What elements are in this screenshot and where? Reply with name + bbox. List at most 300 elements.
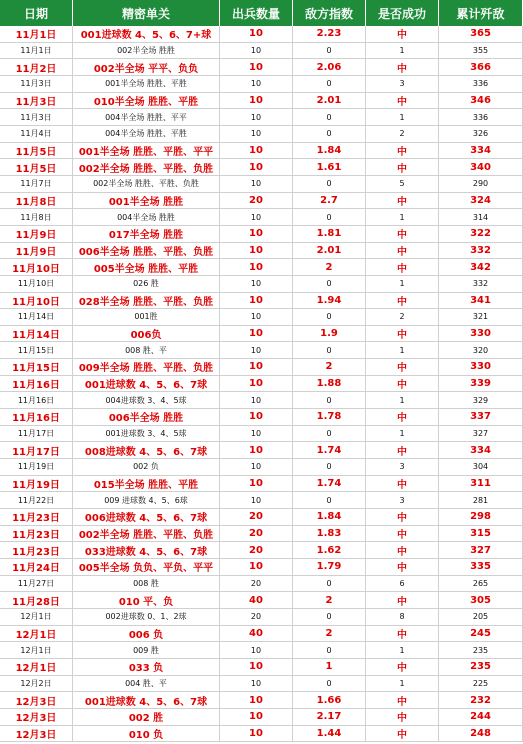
cell-pick: 033 负 — [73, 659, 220, 675]
cell-total: 335 — [439, 559, 523, 575]
cell-odds: 1.44 — [293, 726, 366, 742]
cell-date: 11月22日 — [0, 492, 73, 508]
cell-date: 11月4日 — [0, 126, 73, 142]
cell-date: 12月3日 — [0, 692, 73, 708]
table-row — [0, 159, 523, 176]
cell-date: 11月10日 — [0, 276, 73, 292]
cell-stake: 10 — [220, 709, 293, 725]
cell-success: 中 — [366, 509, 439, 525]
table-row — [0, 709, 523, 726]
cell-pick: 005半全场 胜胜、平胜 — [73, 259, 220, 275]
cell-stake: 10 — [220, 276, 293, 292]
cell-total: 311 — [439, 476, 523, 492]
cell-total: 225 — [439, 676, 523, 692]
cell-success: 中 — [366, 243, 439, 259]
cell-success: 中 — [366, 542, 439, 558]
table-row — [0, 726, 523, 743]
cell-total: 298 — [439, 509, 523, 525]
cell-pick: 008 胜、平 — [73, 342, 220, 358]
cell-pick: 033进球数 4、5、6、7球 — [73, 542, 220, 558]
cell-odds: 0 — [293, 459, 366, 475]
cell-stake: 10 — [220, 692, 293, 708]
cell-date: 11月23日 — [0, 509, 73, 525]
cell-odds: 1.81 — [293, 226, 366, 242]
cell-stake: 10 — [220, 426, 293, 442]
cell-stake: 10 — [220, 293, 293, 309]
cell-pick: 004半全场 胜胜 — [73, 209, 220, 225]
cell-total: 336 — [439, 76, 523, 92]
cell-odds: 2.06 — [293, 59, 366, 75]
cell-stake: 10 — [220, 726, 293, 742]
cell-pick: 002半全场 平平、负负 — [73, 59, 220, 75]
cell-odds: 1.84 — [293, 509, 366, 525]
cell-odds: 0 — [293, 126, 366, 142]
cell-total: 330 — [439, 359, 523, 375]
cell-success: 1 — [366, 276, 439, 292]
cell-total: 235 — [439, 659, 523, 675]
cell-stake: 10 — [220, 159, 293, 175]
cell-date: 11月9日 — [0, 243, 73, 259]
table-row — [0, 442, 523, 459]
cell-stake: 10 — [220, 326, 293, 342]
cell-success: 中 — [366, 442, 439, 458]
cell-total: 334 — [439, 143, 523, 159]
cell-success: 中 — [366, 409, 439, 425]
table-row — [0, 676, 523, 693]
table-row — [0, 43, 523, 60]
cell-date: 11月2日 — [0, 59, 73, 75]
cell-total: 341 — [439, 293, 523, 309]
cell-date: 11月23日 — [0, 526, 73, 542]
cell-date: 11月3日 — [0, 109, 73, 125]
cell-odds: 1 — [293, 659, 366, 675]
table-row — [0, 326, 523, 343]
cell-total: 235 — [439, 642, 523, 658]
cell-success: 1 — [366, 642, 439, 658]
cell-date: 11月1日 — [0, 43, 73, 59]
cell-stake: 10 — [220, 176, 293, 192]
cell-total: 205 — [439, 609, 523, 625]
cell-total: 337 — [439, 409, 523, 425]
cell-pick: 010 平、负 — [73, 592, 220, 608]
cell-success: 3 — [366, 76, 439, 92]
cell-odds: 0 — [293, 43, 366, 59]
cell-total: 248 — [439, 726, 523, 742]
cell-stake: 20 — [220, 509, 293, 525]
cell-stake: 10 — [220, 659, 293, 675]
cell-pick: 008 胜 — [73, 576, 220, 592]
cell-pick: 010半全场 胜胜、平胜 — [73, 93, 220, 109]
cell-stake: 10 — [220, 476, 293, 492]
cell-stake: 10 — [220, 143, 293, 159]
cell-stake: 10 — [220, 376, 293, 392]
cell-success: 中 — [366, 726, 439, 742]
cell-date: 12月2日 — [0, 676, 73, 692]
cell-odds: 1.74 — [293, 442, 366, 458]
cell-success: 中 — [366, 26, 439, 42]
cell-pick: 015半全场 胜胜、平胜 — [73, 476, 220, 492]
cell-date: 11月15日 — [0, 359, 73, 375]
cell-pick: 002半全场 胜胜、平胜、负胜 — [73, 159, 220, 175]
cell-date: 12月3日 — [0, 709, 73, 725]
table-row — [0, 559, 523, 576]
cell-success: 8 — [366, 609, 439, 625]
cell-date: 11月16日 — [0, 392, 73, 408]
table-row — [0, 376, 523, 393]
cell-pick: 002半全场 胜胜、平胜、负胜 — [73, 526, 220, 542]
header-date: 日期 — [0, 0, 73, 26]
cell-stake: 10 — [220, 392, 293, 408]
cell-odds: 0 — [293, 426, 366, 442]
table-row — [0, 259, 523, 276]
cell-total: 321 — [439, 309, 523, 325]
cell-total: 320 — [439, 342, 523, 358]
cell-total: 324 — [439, 193, 523, 209]
cell-date: 11月17日 — [0, 442, 73, 458]
cell-success: 2 — [366, 309, 439, 325]
table-row — [0, 276, 523, 293]
cell-success: 中 — [366, 476, 439, 492]
cell-success: 1 — [366, 43, 439, 59]
cell-pick: 002 负 — [73, 459, 220, 475]
cell-pick: 006负 — [73, 326, 220, 342]
cell-success: 1 — [366, 676, 439, 692]
table-row — [0, 293, 523, 310]
cell-total: 327 — [439, 542, 523, 558]
cell-success: 5 — [366, 176, 439, 192]
cell-date: 11月19日 — [0, 459, 73, 475]
cell-pick: 002进球数 0、1、2球 — [73, 609, 220, 625]
cell-pick: 005半全场 负负、平负、平平 — [73, 559, 220, 575]
cell-total: 340 — [439, 159, 523, 175]
cell-date: 11月5日 — [0, 143, 73, 159]
cell-success: 1 — [366, 426, 439, 442]
cell-date: 11月10日 — [0, 259, 73, 275]
cell-stake: 10 — [220, 76, 293, 92]
cell-stake: 20 — [220, 576, 293, 592]
cell-stake: 10 — [220, 126, 293, 142]
cell-success: 中 — [366, 93, 439, 109]
cell-success: 1 — [366, 392, 439, 408]
cell-date: 11月14日 — [0, 309, 73, 325]
cell-stake: 10 — [220, 109, 293, 125]
cell-odds: 1.74 — [293, 476, 366, 492]
cell-stake: 10 — [220, 642, 293, 658]
cell-success: 中 — [366, 293, 439, 309]
cell-pick: 006进球数 4、5、6、7球 — [73, 509, 220, 525]
cell-pick: 006半全场 胜胜 — [73, 409, 220, 425]
cell-pick: 002 胜 — [73, 709, 220, 725]
cell-total: 265 — [439, 576, 523, 592]
cell-odds: 1.88 — [293, 376, 366, 392]
cell-pick: 004半全场 胜胜、平平 — [73, 109, 220, 125]
cell-date: 11月8日 — [0, 209, 73, 225]
table-row — [0, 492, 523, 509]
cell-odds: 2 — [293, 359, 366, 375]
cell-odds: 0 — [293, 276, 366, 292]
header-stake: 出兵数量 — [220, 0, 293, 26]
cell-date: 11月19日 — [0, 476, 73, 492]
cell-total: 290 — [439, 176, 523, 192]
cell-total: 244 — [439, 709, 523, 725]
cell-date: 11月8日 — [0, 193, 73, 209]
cell-stake: 20 — [220, 193, 293, 209]
cell-date: 11月1日 — [0, 26, 73, 42]
cell-success: 6 — [366, 576, 439, 592]
cell-odds: 1.94 — [293, 293, 366, 309]
cell-date: 11月3日 — [0, 93, 73, 109]
cell-success: 2 — [366, 126, 439, 142]
cell-date: 12月1日 — [0, 626, 73, 642]
cell-pick: 001进球数 3、4、5球 — [73, 426, 220, 442]
cell-stake: 10 — [220, 93, 293, 109]
cell-odds: 2.01 — [293, 93, 366, 109]
cell-date: 12月1日 — [0, 659, 73, 675]
header-total: 累计歼敌 — [439, 0, 523, 26]
cell-stake: 10 — [220, 43, 293, 59]
cell-stake: 10 — [220, 676, 293, 692]
cell-stake: 10 — [220, 459, 293, 475]
table-row — [0, 76, 523, 93]
cell-pick: 001半全场 胜胜、平胜、平平 — [73, 143, 220, 159]
table-row — [0, 576, 523, 593]
cell-odds: 1.61 — [293, 159, 366, 175]
cell-pick: 009半全场 胜胜、平胜、负胜 — [73, 359, 220, 375]
cell-pick: 004进球数 3、4、5球 — [73, 392, 220, 408]
cell-success: 中 — [366, 526, 439, 542]
table-header — [0, 0, 523, 26]
cell-date: 11月14日 — [0, 326, 73, 342]
cell-success: 中 — [366, 259, 439, 275]
cell-stake: 20 — [220, 542, 293, 558]
table-row — [0, 193, 523, 210]
cell-odds: 2.23 — [293, 26, 366, 42]
cell-success: 中 — [366, 376, 439, 392]
table-row — [0, 59, 523, 76]
cell-date: 12月3日 — [0, 726, 73, 742]
cell-stake: 10 — [220, 226, 293, 242]
cell-odds: 2 — [293, 259, 366, 275]
cell-success: 中 — [366, 359, 439, 375]
cell-total: 327 — [439, 426, 523, 442]
table-row — [0, 93, 523, 110]
cell-total: 232 — [439, 692, 523, 708]
cell-pick: 001胜 — [73, 309, 220, 325]
cell-odds: 0 — [293, 492, 366, 508]
cell-success: 中 — [366, 559, 439, 575]
cell-date: 11月9日 — [0, 226, 73, 242]
cell-pick: 001进球数 4、5、6、7+球 — [73, 26, 220, 42]
cell-odds: 1.9 — [293, 326, 366, 342]
cell-date: 11月23日 — [0, 542, 73, 558]
cell-success: 中 — [366, 159, 439, 175]
cell-stake: 10 — [220, 26, 293, 42]
cell-date: 11月27日 — [0, 576, 73, 592]
cell-total: 330 — [439, 326, 523, 342]
cell-pick: 009 胜 — [73, 642, 220, 658]
cell-date: 11月5日 — [0, 159, 73, 175]
cell-pick: 004 胜、平 — [73, 676, 220, 692]
header-success: 是否成功 — [366, 0, 439, 26]
cell-date: 12月1日 — [0, 609, 73, 625]
cell-pick: 002半全场 胜胜 — [73, 43, 220, 59]
cell-pick: 026 胜 — [73, 276, 220, 292]
cell-total: 365 — [439, 26, 523, 42]
cell-success: 1 — [366, 109, 439, 125]
cell-stake: 10 — [220, 359, 293, 375]
cell-success: 中 — [366, 592, 439, 608]
cell-pick: 008进球数 4、5、6、7球 — [73, 442, 220, 458]
table-row — [0, 409, 523, 426]
cell-success: 中 — [366, 692, 439, 708]
cell-odds: 2.7 — [293, 193, 366, 209]
table-row — [0, 426, 523, 443]
cell-stake: 10 — [220, 342, 293, 358]
table-row — [0, 243, 523, 260]
cell-total: 326 — [439, 126, 523, 142]
table-row — [0, 143, 523, 160]
cell-odds: 0 — [293, 576, 366, 592]
cell-total: 346 — [439, 93, 523, 109]
cell-date: 11月15日 — [0, 342, 73, 358]
cell-total: 336 — [439, 109, 523, 125]
cell-odds: 1.66 — [293, 692, 366, 708]
cell-stake: 10 — [220, 492, 293, 508]
table-row — [0, 542, 523, 559]
table-row — [0, 626, 523, 643]
cell-odds: 0 — [293, 109, 366, 125]
header-odds: 敌方指数 — [293, 0, 366, 26]
header-single-pick: 精密单关 — [73, 0, 220, 26]
cell-stake: 20 — [220, 609, 293, 625]
table-row — [0, 509, 523, 526]
cell-success: 中 — [366, 193, 439, 209]
table-row — [0, 109, 523, 126]
cell-success: 中 — [366, 59, 439, 75]
table-row — [0, 459, 523, 476]
table-row — [0, 226, 523, 243]
cell-success: 3 — [366, 492, 439, 508]
cell-date: 11月16日 — [0, 409, 73, 425]
cell-odds: 1.83 — [293, 526, 366, 542]
cell-total: 339 — [439, 376, 523, 392]
cell-pick: 004半全场 胜胜、平胜 — [73, 126, 220, 142]
cell-success: 中 — [366, 326, 439, 342]
cell-pick: 001进球数 4、5、6、7球 — [73, 376, 220, 392]
cell-date: 11月10日 — [0, 293, 73, 309]
cell-success: 1 — [366, 209, 439, 225]
cell-odds: 0 — [293, 342, 366, 358]
cell-odds: 2 — [293, 592, 366, 608]
table-row — [0, 209, 523, 226]
cell-date: 11月16日 — [0, 376, 73, 392]
table-row — [0, 692, 523, 709]
cell-stake: 40 — [220, 626, 293, 642]
cell-pick: 009 进球数 4、5、6球 — [73, 492, 220, 508]
cell-stake: 10 — [220, 442, 293, 458]
cell-odds: 1.78 — [293, 409, 366, 425]
cell-pick: 006半全场 胜胜、平胜、负胜 — [73, 243, 220, 259]
cell-odds: 2.17 — [293, 709, 366, 725]
cell-odds: 0 — [293, 676, 366, 692]
table-row — [0, 609, 523, 626]
cell-total: 245 — [439, 626, 523, 642]
cell-stake: 40 — [220, 592, 293, 608]
cell-success: 中 — [366, 659, 439, 675]
table-row — [0, 476, 523, 493]
table-body — [0, 26, 523, 742]
cell-date: 11月28日 — [0, 592, 73, 608]
cell-stake: 10 — [220, 209, 293, 225]
cell-stake: 10 — [220, 59, 293, 75]
cell-stake: 10 — [220, 559, 293, 575]
cell-total: 304 — [439, 459, 523, 475]
cell-total: 355 — [439, 43, 523, 59]
cell-odds: 1.62 — [293, 542, 366, 558]
table-row — [0, 309, 523, 326]
cell-total: 334 — [439, 442, 523, 458]
cell-pick: 017半全场 胜胜 — [73, 226, 220, 242]
cell-pick: 010 负 — [73, 726, 220, 742]
cell-success: 中 — [366, 709, 439, 725]
table-row — [0, 342, 523, 359]
cell-total: 314 — [439, 209, 523, 225]
cell-stake: 10 — [220, 243, 293, 259]
cell-odds: 2.01 — [293, 243, 366, 259]
table-row — [0, 592, 523, 609]
table-row — [0, 642, 523, 659]
cell-date: 12月1日 — [0, 642, 73, 658]
cell-odds: 0 — [293, 392, 366, 408]
table-row — [0, 126, 523, 143]
cell-pick: 006 负 — [73, 626, 220, 642]
cell-pick: 002半全场 胜胜、平胜、负胜 — [73, 176, 220, 192]
cell-odds: 0 — [293, 209, 366, 225]
cell-total: 332 — [439, 276, 523, 292]
cell-total: 342 — [439, 259, 523, 275]
cell-total: 332 — [439, 243, 523, 259]
cell-odds: 0 — [293, 176, 366, 192]
cell-odds: 0 — [293, 642, 366, 658]
cell-pick: 001半全场 胜胜 — [73, 193, 220, 209]
cell-total: 315 — [439, 526, 523, 542]
cell-total: 305 — [439, 592, 523, 608]
cell-success: 3 — [366, 459, 439, 475]
table-row — [0, 176, 523, 193]
cell-date: 11月3日 — [0, 76, 73, 92]
cell-total: 329 — [439, 392, 523, 408]
cell-pick: 001进球数 4、5、6、7球 — [73, 692, 220, 708]
table-row — [0, 659, 523, 676]
cell-success: 中 — [366, 626, 439, 642]
cell-total: 281 — [439, 492, 523, 508]
cell-odds: 1.79 — [293, 559, 366, 575]
cell-total: 322 — [439, 226, 523, 242]
cell-odds: 0 — [293, 76, 366, 92]
cell-success: 1 — [366, 342, 439, 358]
cell-odds: 0 — [293, 609, 366, 625]
table-row — [0, 392, 523, 409]
cell-date: 11月17日 — [0, 426, 73, 442]
cell-date: 11月24日 — [0, 559, 73, 575]
cell-stake: 10 — [220, 259, 293, 275]
cell-pick: 028半全场 胜胜、平胜、负胜 — [73, 293, 220, 309]
cell-success: 中 — [366, 143, 439, 159]
cell-date: 11月7日 — [0, 176, 73, 192]
table-row — [0, 26, 523, 43]
table-row — [0, 526, 523, 543]
cell-success: 中 — [366, 226, 439, 242]
